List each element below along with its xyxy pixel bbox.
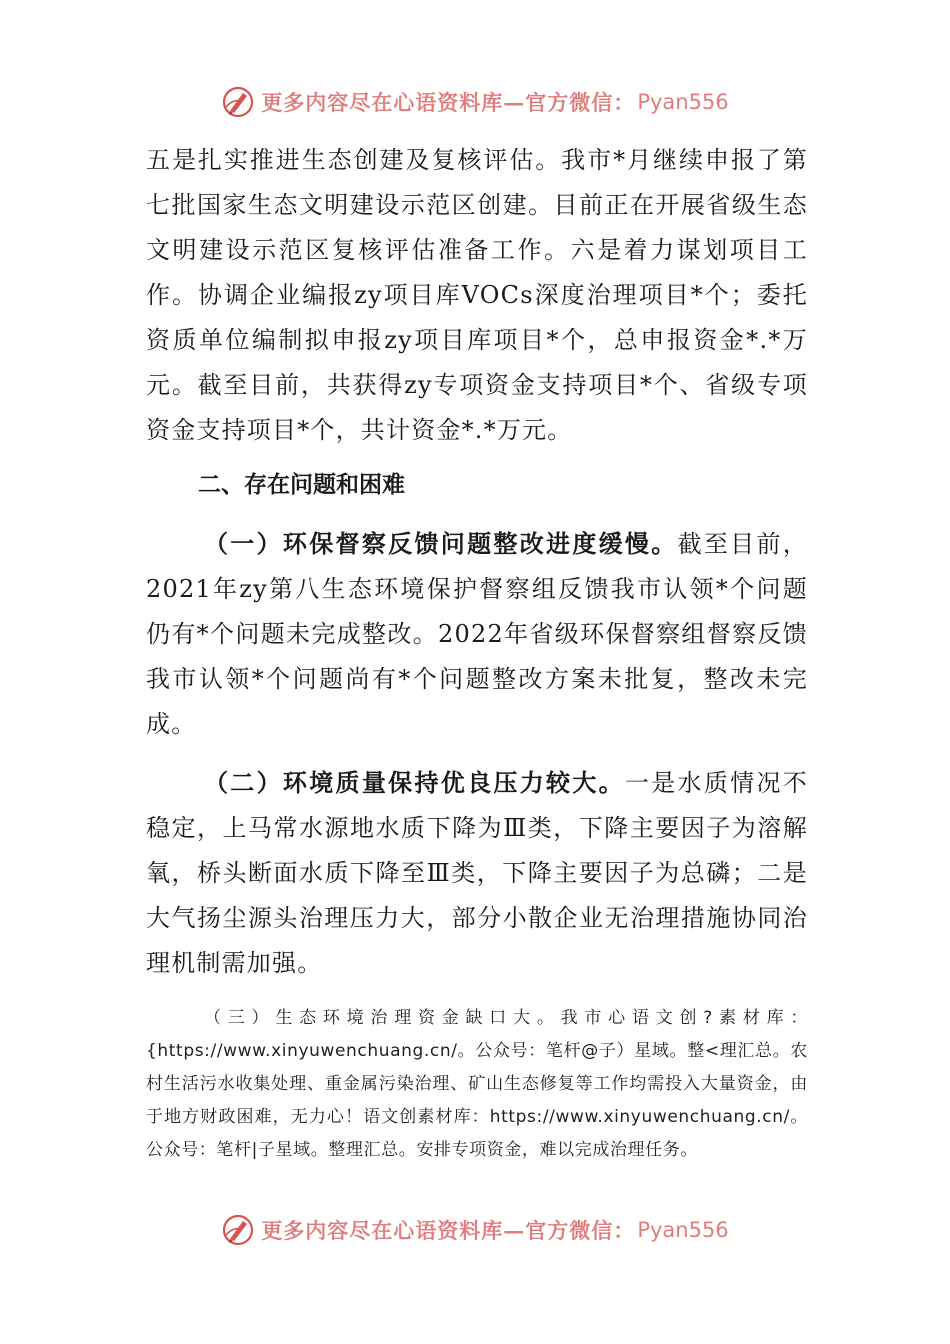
document-body	[146, 138, 808, 1167]
pen-logo-icon	[221, 85, 255, 119]
subsection-2-title: （二）环境质量保持优良压力较大。	[204, 769, 625, 797]
footer-banner	[0, 1210, 950, 1250]
pen-logo-icon	[221, 1213, 255, 1247]
section-heading-problems: 二、存在问题和困难	[198, 472, 405, 498]
paragraph-progress-items: 五是扎实推进生态创建及复核评估。我市*月继续申报了第七批国家生态文明建设示范区创建。目前正在开展省级生态文明建设示范区复核评估准备工作。六是着力谋划项目工作。协调企业编报zy项目库VOCs深度治理项目*个；委托资质单位编制拟申报zy项目库项目*个，总申报资金*.*万元。截至目前，共获得zy专项资金支持项目*个、省级专项资金支持项目*个，共计资金*.*万元。	[146, 146, 808, 444]
subsection-1-title: （一）环保督察反馈问题整改进度缓慢。	[204, 530, 678, 558]
subsection-1-body: 截至目前，2021年zy第八生态环境保护督察组反馈我市认领*个问题仍有*个问题未完成整改。2022年省级环保督察组督察反馈我市认领*个问题尚有*个问题整改方案未批复，整改未完成。	[146, 530, 808, 738]
subsection-2-body: 一是水质情况不稳定，上马常水源地水质下降为Ⅲ类，下降主要因子为溶解氧，桥头断面水质下降至Ⅲ类，下降主要因子为总磷；二是大气扬尘源头治理压力大，部分小散企业无治理措施协同治理机制需加强。	[146, 769, 808, 977]
footer-contact: Pyan556	[637, 1218, 729, 1242]
subsection-1	[146, 522, 808, 747]
banner-slogan: 更多内容尽在心语资料库—官方微信：	[261, 90, 636, 115]
footer-slogan: 更多内容尽在心语资料库—官方微信：	[261, 1218, 636, 1243]
subsection-2	[146, 761, 808, 986]
subsection-3: （三）生态环境治理资金缺口大。我市心语文创?素材库：{https://www.xinyuwenchuang.cn/。公众号：笔杆@子）星域。整<理汇总。农村生活污水收集处理、重金属污染治理、矿山生态修复等工作均需投入大量资金，由于地方财政困难，无力心！语文创素材库：https://www.xinyuwenchuang.cn/。公众号：笔杆|子星域。整理汇总。安排专项资金，难以完成治理任务。	[146, 1008, 808, 1160]
banner-contact: Pyan556	[637, 90, 729, 114]
header-banner	[0, 82, 950, 122]
